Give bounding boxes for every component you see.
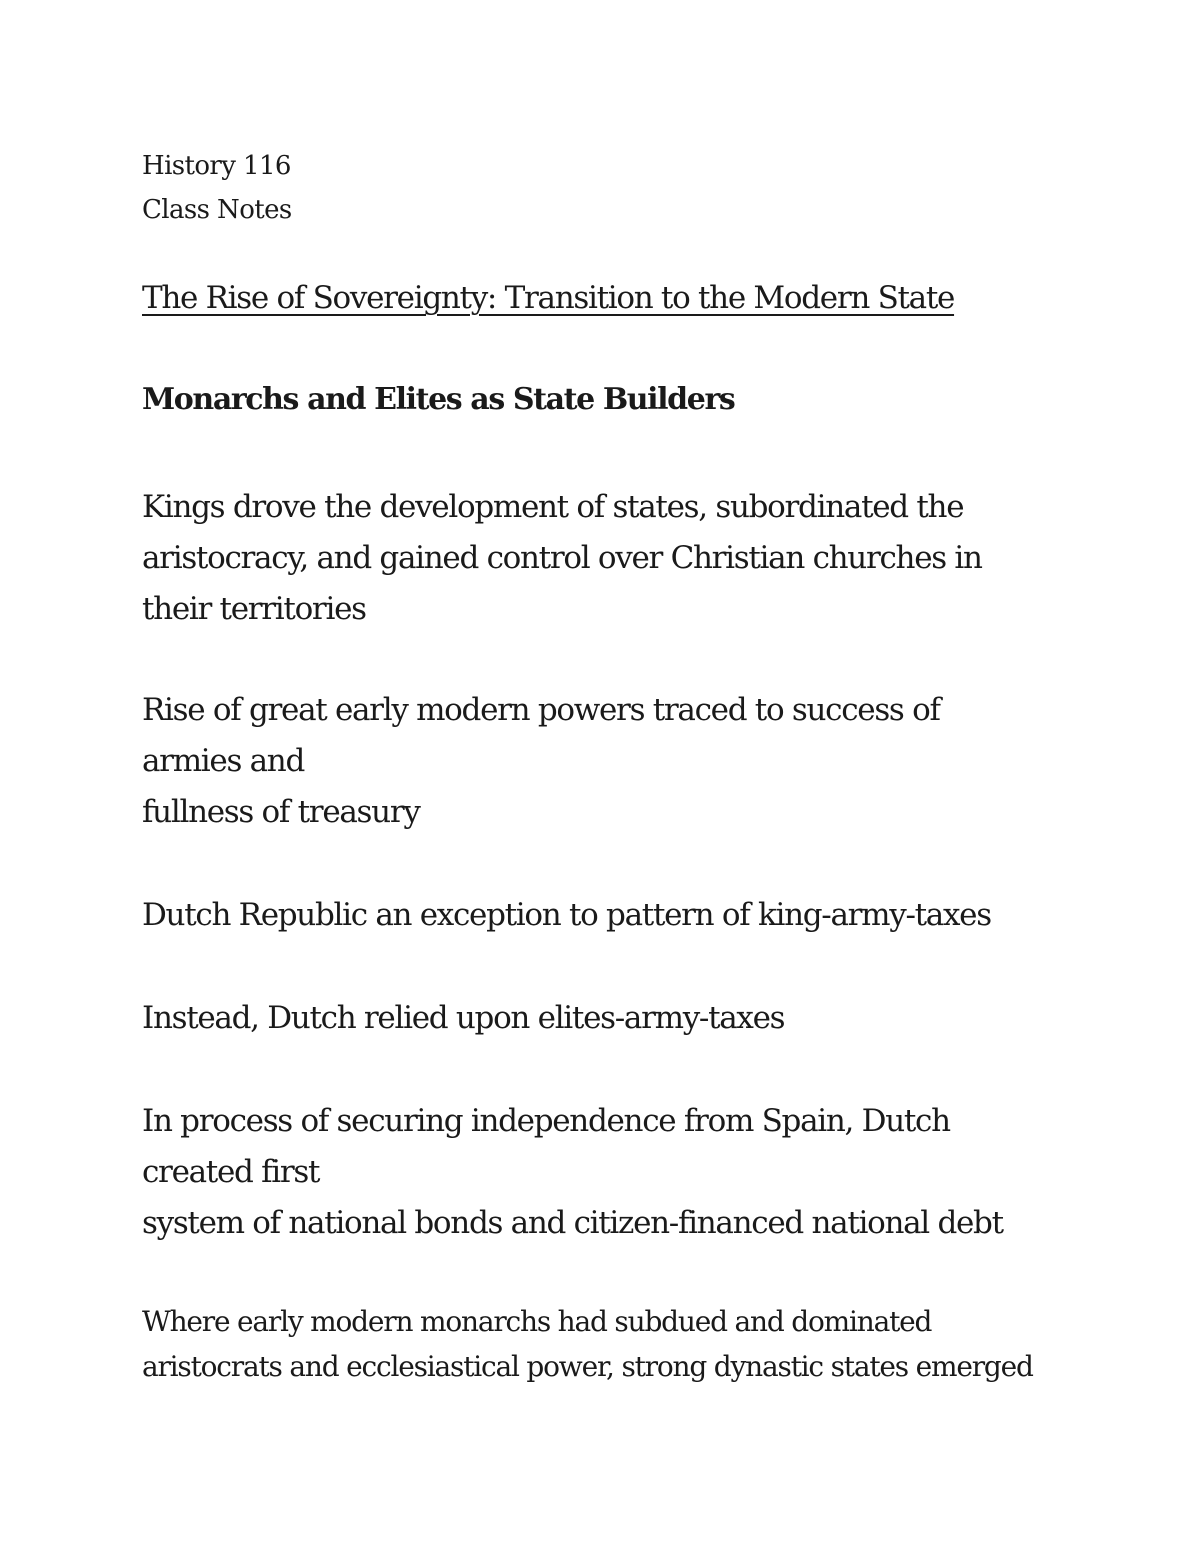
paragraph-line: fullness of treasury: [142, 794, 420, 830]
paragraph-dynastic-states: [142, 1299, 1102, 1389]
notes-label: Class Notes: [142, 195, 292, 225]
paragraph-powers: [142, 685, 1102, 838]
paragraph-kings: [142, 482, 1102, 635]
paragraph-line: created first: [142, 1154, 320, 1190]
paragraph-line: Rise of great early modern powers traced to success of: [142, 692, 940, 728]
paragraph-line: In process of securing independence from Spain, Dutch: [142, 1103, 950, 1139]
document-title: The Rise of Sovereignty: Transition to the Modern State: [142, 280, 955, 316]
paragraph-dutch-exception: [142, 890, 1102, 941]
course-name: History 116: [142, 151, 291, 181]
paragraph-line: aristocrats and ecclesiastical power, strong dynastic states emerged: [142, 1350, 1033, 1383]
paragraph-line: Kings drove the development of states, subordinated the: [142, 489, 964, 525]
section-heading: Monarchs and Elites as State Builders: [142, 382, 735, 417]
paragraph-line: their territories: [142, 591, 366, 627]
paragraph-line: armies and: [142, 743, 305, 779]
paragraph-line: system of national bonds and citizen-financed national debt: [142, 1205, 1003, 1241]
paragraph-line: aristocracy, and gained control over Christian churches in: [142, 540, 982, 576]
document-content: [142, 144, 1102, 1389]
paragraph-dutch-elites: [142, 993, 1102, 1044]
paragraph-line: Dutch Republic an exception to pattern of king-army-taxes: [142, 897, 991, 933]
paragraph-line: Where early modern monarchs had subdued and dominated: [142, 1305, 932, 1338]
paragraph-line: Instead, Dutch relied upon elites-army-taxes: [142, 1000, 785, 1036]
paragraph-independence: [142, 1096, 1102, 1249]
